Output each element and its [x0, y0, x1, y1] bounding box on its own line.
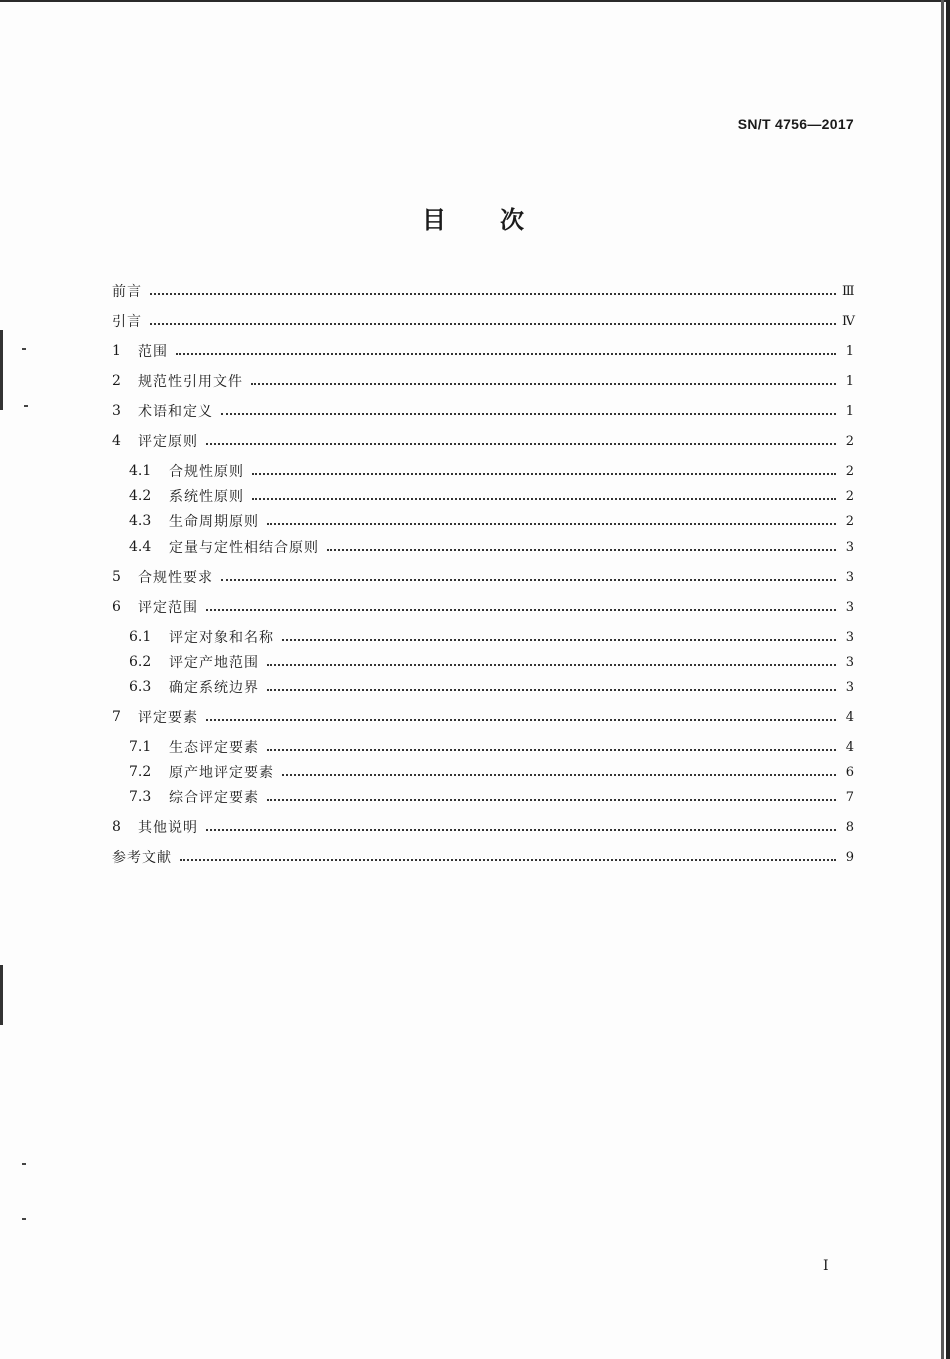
toc-entry-label: 生命周期原则 [169, 514, 259, 530]
toc-entry-number: 4.1 [129, 463, 152, 479]
dot-leader [180, 859, 836, 861]
toc-entry-label: 评定原则 [138, 434, 198, 450]
scan-edge-left-lower [0, 965, 3, 1025]
toc-entry-page: 1 [845, 373, 854, 389]
toc-entry[interactable] [112, 279, 854, 303]
dot-leader [176, 353, 836, 355]
toc-entry-label: 其他说明 [138, 820, 198, 836]
toc-entry-label: 确定系统边界 [169, 680, 259, 696]
toc-entry[interactable] [112, 845, 854, 869]
toc-entry-label: 评定对象和名称 [169, 630, 274, 646]
toc-entry-page: Ⅲ [842, 283, 855, 299]
dot-leader [206, 719, 836, 721]
scan-edge-left [0, 330, 3, 410]
toc-entry-page: 8 [845, 819, 854, 835]
toc-entry[interactable] [112, 595, 854, 619]
toc-entry-number: 7 [112, 709, 121, 725]
toc-entry-number: 8 [112, 819, 121, 835]
toc-entry-label: 引言 [112, 314, 142, 330]
dot-leader [267, 664, 836, 666]
toc-entry[interactable] [112, 565, 854, 589]
dot-leader [252, 473, 836, 475]
toc-entry-number: 4.4 [129, 539, 152, 555]
toc-entry-label: 系统性原则 [169, 489, 244, 505]
toc-entry-label: 术语和定义 [138, 404, 213, 420]
dot-leader [267, 799, 836, 801]
toc-entry-number: 6.3 [129, 679, 152, 695]
toc-entry-page: 9 [845, 849, 854, 865]
toc-entry-number: 3 [112, 403, 121, 419]
toc-entry[interactable] [112, 399, 854, 423]
toc-entry-label: 合规性原则 [169, 464, 244, 480]
dot-leader [282, 639, 836, 641]
toc-entry[interactable] [112, 815, 854, 839]
toc-entry[interactable] [112, 675, 854, 699]
toc-entry[interactable] [112, 429, 854, 453]
toc-entry-page: 2 [845, 433, 854, 449]
toc-entry-page: 6 [845, 764, 854, 780]
toc-entry-page: 7 [845, 789, 854, 805]
toc-entry-page: 3 [845, 629, 854, 645]
dot-leader [267, 689, 836, 691]
toc-entry-label: 评定范围 [138, 600, 198, 616]
standard-code: SN/T 4756—2017 [737, 116, 854, 132]
toc-entry[interactable] [112, 339, 854, 363]
dot-leader [267, 523, 836, 525]
toc-entry[interactable] [112, 535, 854, 559]
toc-entry-page: 1 [845, 343, 854, 359]
page-title: 目次 [422, 206, 578, 234]
toc-entry-number: 2 [112, 373, 121, 389]
toc-entry-label: 规范性引用文件 [138, 374, 243, 390]
toc-entry-page: 3 [845, 679, 854, 695]
toc-entry-number: 4.3 [129, 513, 152, 529]
toc-entry-number: 4 [112, 433, 121, 449]
toc-entry[interactable] [112, 459, 854, 483]
toc-entry-label: 评定产地范围 [169, 655, 259, 671]
toc-entry-page: 2 [845, 513, 854, 529]
toc-entry-page: 3 [845, 539, 854, 555]
toc-entry-number: 5 [112, 569, 121, 585]
toc-entry-number: 4.2 [129, 488, 152, 504]
toc-entry[interactable] [112, 484, 854, 508]
toc-entry[interactable] [112, 760, 854, 784]
scan-speck [24, 405, 28, 407]
dot-leader [327, 549, 836, 551]
scan-speck [22, 1218, 26, 1220]
dot-leader [251, 383, 836, 385]
toc-entry[interactable] [112, 650, 854, 674]
toc-entry-page: 1 [845, 403, 854, 419]
toc-entry-label: 范围 [138, 344, 168, 360]
toc-entry-page: 4 [845, 709, 854, 725]
toc-entry[interactable] [112, 785, 854, 809]
dot-leader [206, 829, 836, 831]
scan-speck [22, 348, 26, 350]
toc-entry-number: 6 [112, 599, 121, 615]
toc-entry-page: Ⅳ [842, 313, 855, 329]
toc-entry[interactable] [112, 735, 854, 759]
toc-entry[interactable] [112, 705, 854, 729]
dot-leader [150, 323, 836, 325]
toc-entry-label: 前言 [112, 284, 142, 300]
toc-entry-number: 1 [112, 343, 121, 359]
toc-entry-label: 合规性要求 [138, 570, 213, 586]
dot-leader [252, 498, 836, 500]
toc-entry-page: 2 [845, 488, 854, 504]
dot-leader [206, 609, 836, 611]
page-number: I [823, 1258, 829, 1274]
toc-entry-page: 3 [845, 654, 854, 670]
toc-entry-page: 2 [845, 463, 854, 479]
toc-entry-number: 7.2 [129, 764, 152, 780]
toc-entry-label: 综合评定要素 [169, 790, 259, 806]
toc-entry-label: 生态评定要素 [169, 740, 259, 756]
toc-entry[interactable] [112, 625, 854, 649]
dot-leader [221, 413, 836, 415]
scan-edge-top [0, 0, 950, 2]
toc-entry[interactable] [112, 369, 854, 393]
toc-entry-label: 原产地评定要素 [169, 765, 274, 781]
dot-leader [282, 774, 836, 776]
toc-entry-number: 6.2 [129, 654, 152, 670]
scan-speck [22, 1163, 26, 1165]
toc-entry-page: 3 [845, 569, 854, 585]
toc-entry-number: 6.1 [129, 629, 152, 645]
dot-leader [206, 443, 836, 445]
toc-entry-page: 3 [845, 599, 854, 615]
toc-entry-page: 4 [845, 739, 854, 755]
toc-entry[interactable] [112, 509, 854, 533]
dot-leader [150, 293, 836, 295]
toc-entry-label: 参考文献 [112, 850, 172, 866]
toc-entry-number: 7.1 [129, 739, 152, 755]
dot-leader [221, 579, 836, 581]
toc-entry-number: 7.3 [129, 789, 152, 805]
dot-leader [267, 749, 836, 751]
toc-entry-label: 定量与定性相结合原则 [169, 540, 319, 556]
toc-entry[interactable] [112, 309, 854, 333]
toc-entry-label: 评定要素 [138, 710, 198, 726]
